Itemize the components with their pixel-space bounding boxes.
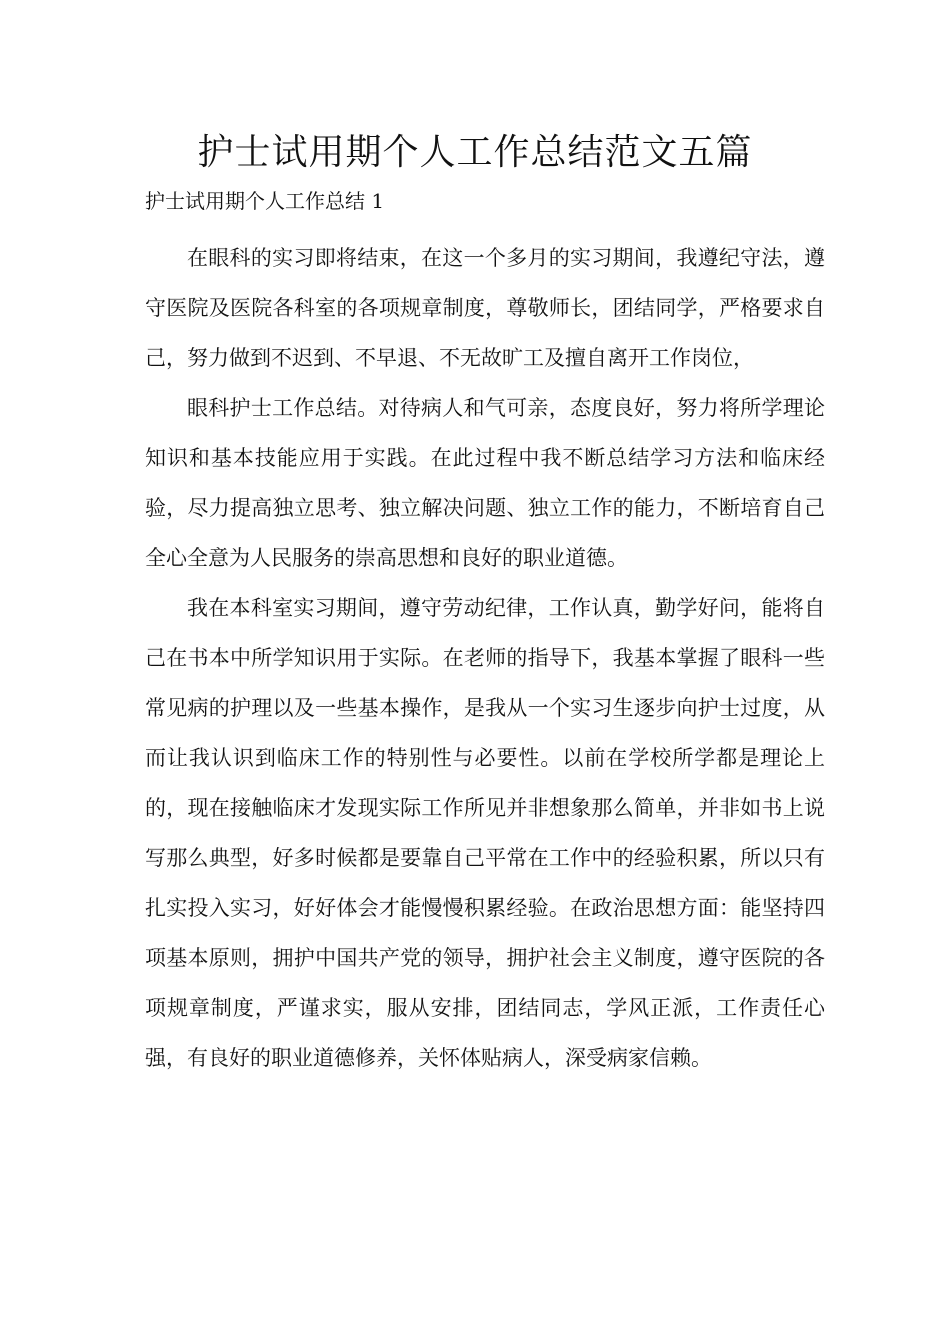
section-heading: 护士试用期个人工作总结 1 — [145, 189, 385, 213]
document-title: 护士试用期个人工作总结范文五篇 — [197, 132, 753, 173]
paragraph-3: 我在本科室实习期间，遵守劳动纪律，工作认真，勤学好问，能将自己在书本中所学知识用于实际。在老师的指导下，我基本掌握了眼科一些常见病的护理以及一些基本操作，是我从一个实习生逐步向护士过度，从而让我认识到临床工作的特别性与必要性。以前在学校所学都是理论上的，现在接触临床才发现实际工作所见并非想象那么简单，并非如书上说写那么典型，好多时候都是要靠自己平常在工作中的经验积累，所以只有扎实投入实习，好好体会才能慢慢积累经验。在政治思想方面：能坚持四项基本原则，拥护中国共产党的领导，拥护社会主义制度，遵守医院的各项规章制度，严谨求实，服从安排，团结同志，学风正派，工作责任心强，有良好的职业道德修养，关怀体贴病人，深受病家信赖。 — [145, 596, 825, 1070]
document-body — [145, 233, 825, 1083]
paragraph-2: 眼科护士工作总结。对待病人和气可亲，态度良好，努力将所学理论知识和基本技能应用于实践。在此过程中我不断总结学习方法和临床经验，尽力提高独立思考、独立解决问题、独立工作的能力，不断培育自己全心全意为人民服务的崇高思想和良好的职业道德。 — [145, 396, 825, 570]
paragraph-1: 在眼科的实习即将结束，在这一个多月的实习期间，我遵纪守法，遵守医院及医院各科室的各项规章制度，尊敬师长，团结同学，严格要求自己，努力做到不迟到、不早退、不无故旷工及擅自离开工作岗位， — [145, 246, 825, 370]
